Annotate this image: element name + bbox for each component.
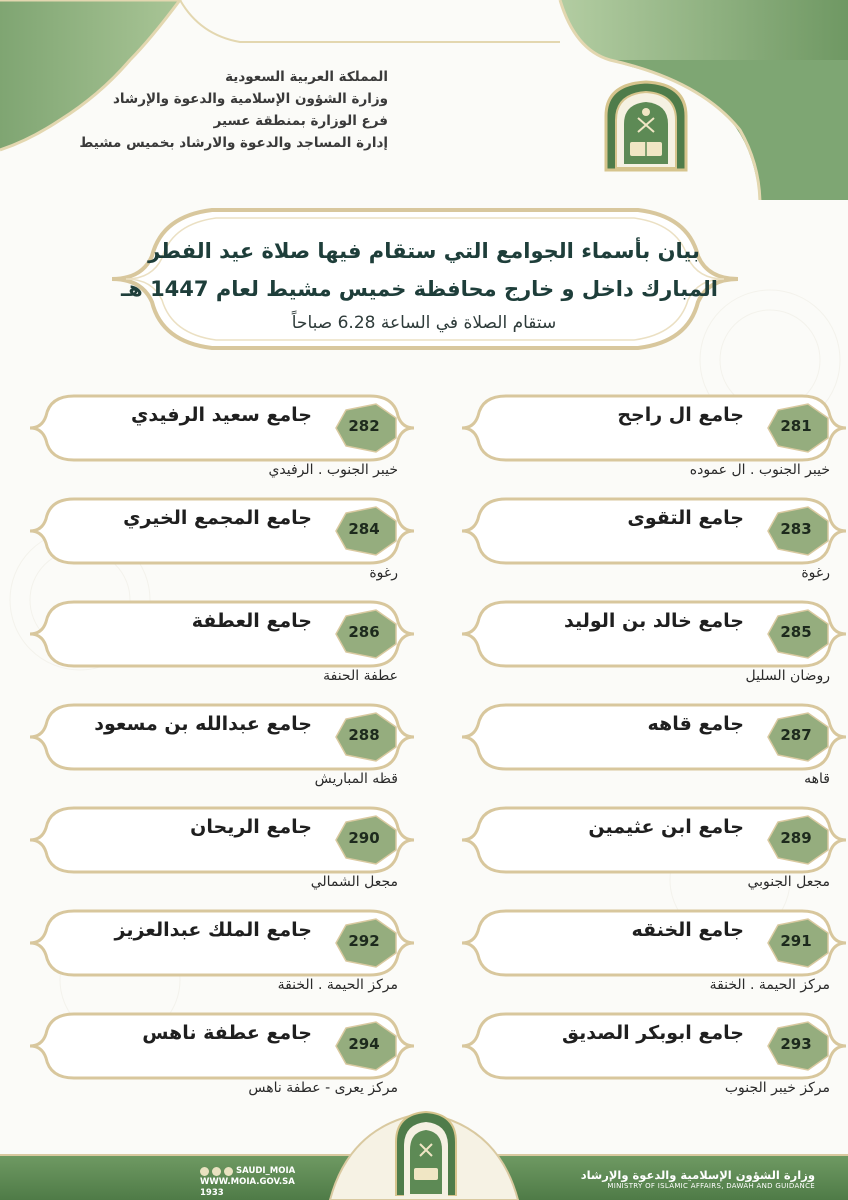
mosque-card — [456, 699, 848, 795]
mosque-card — [24, 699, 420, 795]
mosque-name: جامع العطفة — [191, 610, 312, 632]
footer-social-row — [200, 1166, 340, 1177]
mosque-card — [24, 493, 420, 589]
footer-ministry-english: MINISTRY OF ISLAMIC AFFAIRS, DAWAH AND GUIDANCE — [607, 1182, 815, 1190]
mosque-number: 284 — [348, 520, 380, 538]
mosque-location: قاهه — [804, 771, 830, 787]
mosque-card — [24, 1008, 420, 1104]
header-line-department: إدارة المساجد والدعوة والارشاد بخميس مشيط — [79, 135, 388, 151]
mosque-name: جامع الريحان — [190, 816, 312, 838]
mosque-number: 294 — [348, 1035, 380, 1053]
footer-website[interactable]: WWW.MOIA.GOV.SA — [200, 1177, 295, 1187]
mosque-location: مجعل الجنوبي — [747, 874, 830, 890]
mosque-number: 283 — [780, 520, 812, 538]
mosque-card — [456, 905, 848, 1001]
mosque-number: 287 — [780, 726, 812, 744]
mosque-number: 293 — [780, 1035, 812, 1053]
mosque-name: جامع قاهه — [647, 713, 744, 735]
mosque-number: 292 — [348, 932, 380, 950]
footer-ministry — [495, 1168, 815, 1190]
mosque-location: خيبر الجنوب . ال عموده — [689, 462, 830, 478]
mosque-name: جامع الخنقه — [631, 919, 744, 941]
mosque-name: جامع عبدالله بن مسعود — [94, 713, 312, 735]
mosque-card — [456, 390, 848, 486]
mosque-card — [24, 596, 420, 692]
mosque-card — [456, 596, 848, 692]
mosque-number: 288 — [348, 726, 380, 744]
mosque-card — [24, 905, 420, 1001]
mosque-number: 281 — [780, 417, 812, 435]
mosque-name: جامع ال راجح — [617, 404, 744, 426]
mosque-number: 285 — [780, 623, 812, 641]
mosque-number: 282 — [348, 417, 380, 435]
mosque-number: 290 — [348, 829, 380, 847]
mosque-name: جامع ابن عثيمين — [588, 816, 744, 838]
footer-ministry-arabic: وزارة الشؤون الإسلامية والدعوة والإرشاد — [580, 1168, 815, 1182]
mosque-name: جامع عطفة ناهس — [142, 1022, 312, 1044]
mosque-location: خيبر الجنوب . الرفيدي — [268, 462, 398, 478]
social-icon — [200, 1167, 209, 1176]
header-line-ministry: وزارة الشؤون الإسلامية والدعوة والإرشاد — [112, 91, 388, 107]
mosque-location: مركز خيبر الجنوب — [724, 1080, 830, 1096]
mosque-name: جامع خالد بن الوليد — [563, 610, 744, 632]
mosque-location: مجعل الشمالي — [310, 874, 398, 890]
mosque-location: رغوة — [369, 565, 398, 581]
mosque-number: 286 — [348, 623, 380, 641]
social-icon — [224, 1167, 233, 1176]
header-line-branch: فرع الوزارة بمنطقة عسير — [213, 113, 388, 129]
prayer-time-subtitle: ستقام الصلاة في الساعة 6.28 صباحاً — [291, 313, 557, 333]
mosque-name: جامع سعيد الرفيدي — [131, 404, 312, 426]
mosque-name: جامع الملك عبدالعزيز — [114, 919, 312, 941]
mosque-name: جامع ابوبكر الصديق — [562, 1022, 744, 1044]
footer-contacts — [200, 1166, 340, 1199]
ministry-logo — [598, 78, 694, 174]
mosque-location: روضان السليل — [745, 668, 830, 684]
mosque-card — [456, 1008, 848, 1104]
mosque-location: عطفة الحنفة — [323, 668, 398, 684]
mosque-card — [456, 802, 848, 898]
mosque-location: مركز الحيمة . الخنقة — [277, 977, 398, 993]
social-icon — [212, 1167, 221, 1176]
mosque-card — [24, 390, 420, 486]
header-line-country: المملكة العربية السعودية — [225, 69, 388, 85]
footer-phone: 1933 — [200, 1188, 224, 1198]
mosque-location: قظه المباريش — [314, 771, 398, 787]
mosque-name: جامع التقوى — [627, 507, 744, 529]
title-line-1: بيان بأسماء الجوامع التي ستقام فيها صلاة عيد الفطر — [148, 239, 700, 263]
mosque-card — [456, 493, 848, 589]
mosque-number: 289 — [780, 829, 812, 847]
title-block — [121, 232, 718, 338]
social-handle[interactable]: SAUDI_MOIA — [236, 1166, 296, 1176]
header-text — [48, 66, 388, 154]
ministry-logo-footer — [392, 1110, 460, 1196]
mosque-location: رغوة — [801, 565, 830, 581]
mosque-name: جامع المجمع الخيري — [123, 507, 312, 529]
title-line-2: المبارك داخل و خارج محافظة خميس مشيط لعام 1447 هـ — [121, 277, 718, 301]
mosque-location: مركز الحيمة . الخنقة — [709, 977, 830, 993]
mosque-location: مركز يعرى - عطفة ناهس — [248, 1080, 398, 1096]
mosque-card — [24, 802, 420, 898]
mosque-number: 291 — [780, 932, 812, 950]
